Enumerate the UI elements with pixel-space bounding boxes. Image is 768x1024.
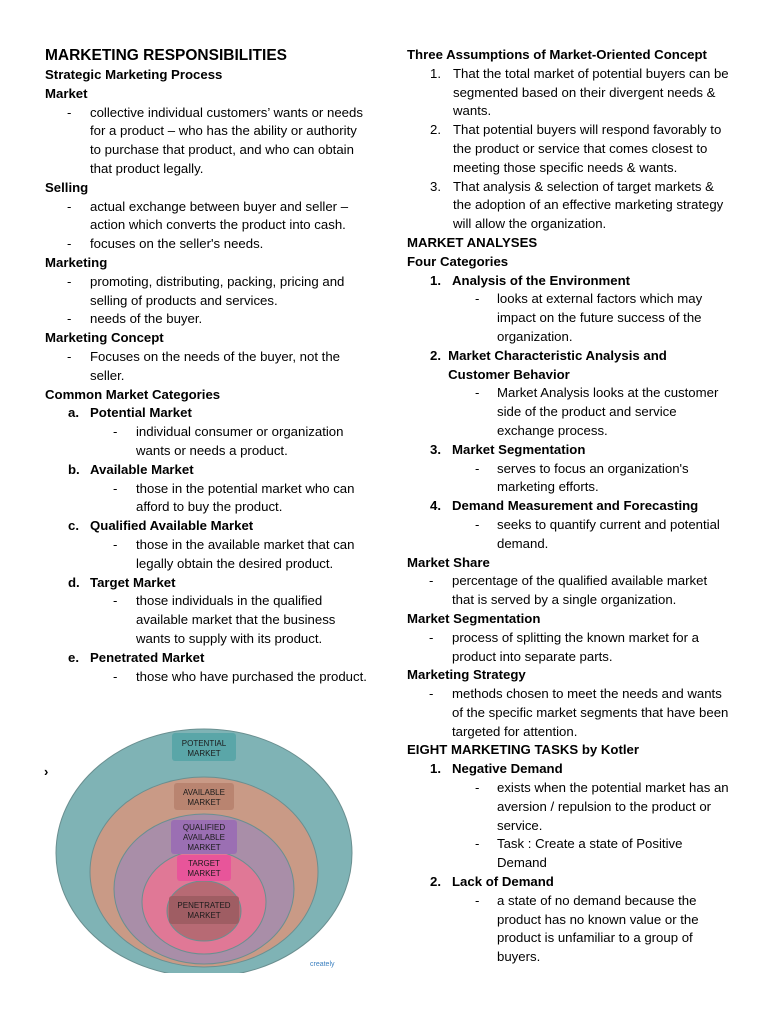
task-1-desc-1: - exists when the potential market has an aversion / repulsion to the product or service. xyxy=(475,780,729,833)
creately-watermark: creately xyxy=(310,961,335,968)
analysis-2-desc: - Market Analysis looks at the customer side of the product and service exchange process. xyxy=(475,385,719,438)
assumption-1: 1. That the total market of potential buyers can be segmented based on their divergent needs & wants. xyxy=(430,65,729,119)
section-heading-strategic: Strategic Marketing Process xyxy=(45,67,223,82)
label-potential-1: POTENTIAL xyxy=(181,739,227,748)
label-qualified-3: MARKET xyxy=(187,843,221,852)
heading-market-segmentation: Market Segmentation xyxy=(407,610,541,626)
heading-common-categories: Common Market Categories xyxy=(45,386,221,402)
category-penetrated: e. Penetrated Market xyxy=(68,649,205,665)
label-penetrated-2: MARKET xyxy=(187,911,221,920)
label-potential-2: MARKET xyxy=(187,749,221,758)
bullet-seg-1: - process of splitting the known market for a product into separate parts. xyxy=(429,629,700,664)
page-edge-mark: › xyxy=(44,764,49,779)
heading-selling: Selling xyxy=(45,179,89,195)
label-available-1: AVAILABLE xyxy=(183,788,225,797)
heading-four-categories: Four Categories xyxy=(407,253,509,269)
right-column xyxy=(407,46,732,967)
heading-market-share: Market Share xyxy=(407,554,490,570)
analysis-4-desc: - seeks to quantify current and potential demand. xyxy=(475,516,720,551)
label-available-2: MARKET xyxy=(187,798,221,807)
analysis-3: 3. Market Segmentation xyxy=(430,441,586,457)
analysis-4: 4. Demand Measurement and Forecasting xyxy=(430,498,699,514)
bullet-marketing-1: - promoting, distributing, packing, pricing and selling of products and services. xyxy=(67,273,345,308)
analysis-3-desc: - serves to focus an organization's marketing efforts. xyxy=(475,460,689,495)
category-potential: a. Potential Market xyxy=(68,405,192,421)
label-penetrated-1: PENETRATED xyxy=(177,901,231,910)
assumption-2: 2. That potential buyers will respond favorably to the product or service that comes closest to meeting those specific needs & wants. xyxy=(430,122,722,175)
analysis-1: 1. Analysis of the Environment xyxy=(430,272,631,288)
heading-marketing-strategy: Marketing Strategy xyxy=(407,667,526,683)
category-potential-desc: - individual consumer or organization wants or needs a product. xyxy=(113,424,344,458)
heading-eight-tasks: EIGHT MARKETING TASKS by Kotler xyxy=(407,742,640,758)
left-column xyxy=(45,46,370,686)
bullet-market-1: - collective individual customers’ wants or needs for a product – who has the ability or authority to purchase that product, and who can obtain that product legally. xyxy=(67,104,363,176)
task-1: 1. Negative Demand xyxy=(430,761,563,777)
bullet-selling-2: - focuses on the seller's needs. xyxy=(67,236,264,252)
category-qualified-desc: - those in the available market that can legally obtain the desired product. xyxy=(113,536,355,571)
heading-assumptions: Three Assumptions of Market-Oriented Concept xyxy=(407,47,707,62)
category-qualified: c. Qualified Available Market xyxy=(68,518,254,534)
page-title: MARKETING RESPONSIBILITIES xyxy=(45,47,287,64)
label-target-1: TARGET xyxy=(188,859,220,868)
category-penetrated-desc: - those who have purchased the product. xyxy=(113,668,367,684)
bullet-strategy-1: - methods chosen to meet the needs and wants of the specific market segments that have been targeted for attention. xyxy=(429,686,729,739)
bullet-marketing-2: - needs of the buyer. xyxy=(67,311,203,327)
category-target: d. Target Market xyxy=(68,574,176,590)
bullet-share-1: - percentage of the qualified available market that is served by a single organization. xyxy=(429,573,708,608)
label-target-2: MARKET xyxy=(187,869,221,878)
analysis-2: 2. Market Characteristic Analysis and Customer Behavior xyxy=(430,347,667,382)
market-categories-diagram xyxy=(44,727,354,973)
task-2: 2. Lack of Demand xyxy=(430,874,554,890)
bullet-selling-1: - actual exchange between buyer and seller – action which converts the product into cash. xyxy=(67,198,349,233)
heading-marketing-concept: Marketing Concept xyxy=(45,330,164,346)
category-available: b. Available Market xyxy=(68,461,194,477)
category-available-desc: - those in the potential market who can afford to buy the product. xyxy=(113,480,355,515)
bullet-concept-1: - Focuses on the needs of the buyer, not the seller. xyxy=(67,348,341,383)
label-qualified-2: AVAILABLE xyxy=(183,833,225,842)
heading-market-analyses: MARKET ANALYSES xyxy=(407,234,538,250)
task-1-desc-2: - Task : Create a state of Positive Demand xyxy=(475,836,683,871)
heading-marketing: Marketing xyxy=(45,254,108,270)
label-qualified-1: QUALIFIED xyxy=(182,823,226,832)
heading-market: Market xyxy=(45,85,88,101)
task-2-desc-1: - a state of no demand because the product has no known value or the product is unfamiliar to a group of buyers. xyxy=(475,892,699,965)
analysis-1-desc: - looks at external factors which may impact on the future success of the organization. xyxy=(475,291,703,344)
category-target-desc: - those individuals in the qualified available market that the business wants to supply with its product. xyxy=(113,593,336,646)
assumption-3: 3. That analysis & selection of target markets & the adoption of an effective marketing strategy will allow the organization. xyxy=(430,178,724,232)
